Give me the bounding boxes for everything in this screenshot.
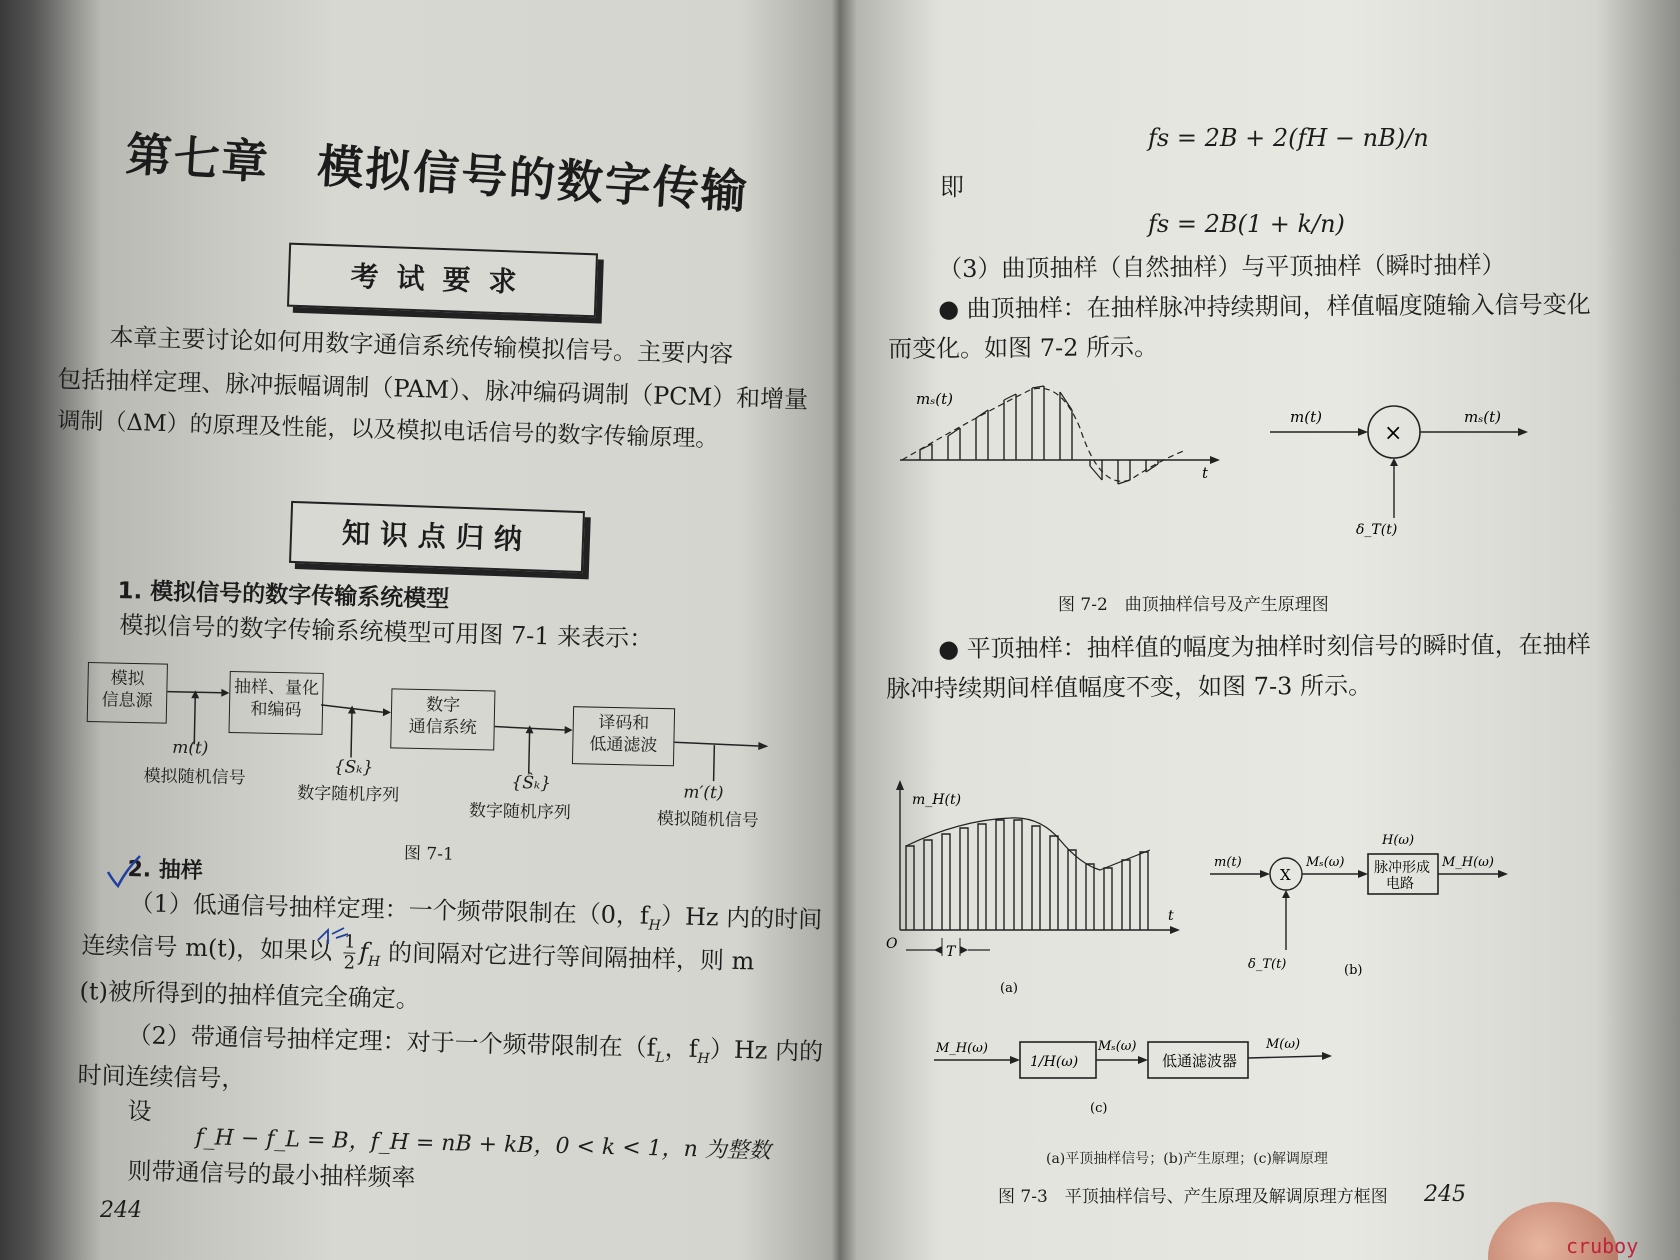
fig3-ms-omega: Mₛ(ω) — [1306, 855, 1345, 870]
equation-fs-2: fs = 2B(1 + k/n) — [1148, 210, 1345, 238]
intro-line-1: 本章主要讨论如何用数字通信系统传输模拟信号。主要内容 — [109, 322, 734, 369]
fig2-t-label: t — [1202, 464, 1209, 482]
fig3-shaping-block-line2: 电路 — [1386, 876, 1414, 892]
flat-sampling-line1: ● 平顶抽样：抽样值的幅度为抽样时刻信号的瞬时值，在抽样 — [938, 630, 1591, 663]
fig3-mh-omega: M_H(ω) — [1442, 855, 1494, 870]
page-number-left: 244 — [100, 1198, 142, 1223]
fig2-caption: 图 7-2 曲顶抽样信号及产生原理图 — [1058, 595, 1329, 615]
section1-text: 模拟信号的数字传输系统模型可用图 7-1 来表示： — [119, 610, 654, 653]
fig1-sk2: {Ŝₖ} — [511, 772, 552, 794]
fraction-one-half: $\frac{1}{2}$ — [343, 931, 356, 974]
fig1-mt-label: 模拟随机信号 — [143, 766, 246, 789]
fig1-mpt: m′(t) — [683, 782, 724, 804]
fig3-t-label: t — [1168, 908, 1174, 924]
fig1-sk2-label: 数字随机序列 — [468, 801, 572, 824]
knowledge-summary-box: 知识点归纳 — [289, 501, 585, 573]
fig3c-m-omega-output: M(ω) — [1266, 1037, 1301, 1052]
fig3-origin-label: O — [886, 936, 898, 952]
figure-7-3-ab — [880, 780, 1520, 1000]
fig2-delta-input: δ_T(t) — [1356, 522, 1398, 538]
fig3-delta-input: δ_T(t) — [1248, 957, 1287, 972]
fig1-mt: m(t) — [171, 737, 209, 759]
fig3c-ms-omega: Mₛ(ω) — [1098, 1039, 1137, 1054]
subsection-3-heading: （3）曲顶抽样（自然抽样）与平顶抽样（瞬时抽样） — [938, 251, 1506, 283]
bandpass-equation: f_H − f_L = B，f_H = nB + kB，0 < k < 1，n 为整数 — [195, 1124, 772, 1165]
fig1-block-sample-quantize-encode: 抽样、量化 和编码 — [229, 671, 324, 735]
section1-heading: 1. 模拟信号的数字传输系统模型 — [117, 577, 450, 613]
chapter-title: 第七章 模拟信号的数字传输 — [124, 126, 751, 219]
lowpass-theorem-line2: 连续信号 m(t)，如果以 $\frac{1}{2}$ $f_H$ 的间隔对它进行等间隔抽样，则 m — [81, 930, 755, 976]
figure-7-3-c — [930, 1020, 1430, 1120]
watermark-text: cruboy — [1566, 1234, 1639, 1258]
ji-word: 即 — [940, 173, 964, 201]
fig1-block-digital-comm: 数字 通信系统 — [390, 688, 495, 750]
fig1-block-decode-lpf: 译码和 低通滤波 — [572, 706, 675, 766]
equation-fs-1: fs = 2B + 2(fH − nB)/n — [1148, 124, 1429, 152]
fig3-shaping-block-line1: 脉冲形成 — [1374, 860, 1430, 876]
fig3-label-a: (a) — [1000, 981, 1018, 996]
fig2-ms-label: mₛ(t) — [916, 390, 954, 408]
figure-7-1 — [84, 660, 788, 875]
pen-annotation-icon — [314, 924, 354, 948]
svg-text:X: X — [1280, 866, 1291, 884]
intro-line-2: 包括抽样定理、脉冲振幅调制（PAM）、脉冲编码调制（PCM）和增量 — [57, 364, 809, 414]
curve-sampling-line1: ● 曲顶抽样：在抽样脉冲持续期间，样值幅度随输入信号变化 — [938, 290, 1591, 323]
fig3c-mh-input: M_H(ω) — [936, 1041, 988, 1056]
lowpass-theorem-line1: （1）低通信号抽样定理：一个频带限制在（0，$f_H)Hz$ 内的时间 — [129, 888, 823, 934]
fig1-mpt-label: 模拟随机信号 — [656, 808, 759, 832]
bandpass-theorem-line2: 时间连续信号， — [77, 1060, 246, 1094]
fig3-sub-caption: (a)平顶抽样信号；(b)产生原理；(c)解调原理 — [1046, 1151, 1328, 1167]
section2-heading: 2. 抽样 — [127, 856, 204, 884]
fig1-sk1-label: 数字随机序列 — [297, 783, 400, 806]
fig3-m-input: m(t) — [1214, 855, 1242, 870]
right-page — [840, 0, 1680, 1260]
figure-7-2 — [890, 380, 1530, 540]
fig3c-inverse-h-block: 1/H(ω) — [1030, 1054, 1079, 1070]
fig1-block-source: 模拟 信息源 — [87, 662, 168, 724]
fig2-ms-output: mₛ(t) — [1464, 408, 1502, 426]
fig1-caption: 图 7-1 — [403, 843, 454, 865]
intro-line-3: 调制（ΔM）的原理及性能，以及模拟电话信号的数字传输原理。 — [57, 407, 719, 453]
page-number-right: 245 — [1424, 1182, 1466, 1207]
fig3-caption: 图 7-3 平顶抽样信号、产生原理及解调原理方框图 — [998, 1187, 1388, 1207]
flat-sampling-line2: 脉冲持续期间样值幅度不变，如图 7-3 所示。 — [886, 671, 1373, 703]
fig3-h-omega: H(ω) — [1382, 833, 1415, 848]
svg-text:×: × — [1384, 421, 1403, 446]
bandpass-theorem-line1: （2）带通信号抽样定理：对于一个频带限制在（$f_L$，$f_H)Hz$ 内的 — [127, 1020, 824, 1068]
lowpass-theorem-line3: (t)被所得到的抽样值完全确定。 — [79, 976, 421, 1014]
fig3-period-label: T — [946, 944, 956, 960]
exam-requirements-box: 考试要求 — [287, 243, 598, 318]
fig3-label-c: (c) — [1090, 1101, 1108, 1116]
min-sampling-rate-text: 则带通信号的最小抽样频率 — [127, 1156, 416, 1193]
let-word: 设 — [127, 1096, 152, 1126]
fig3c-lowpass-filter-block: 低通滤波器 — [1162, 1052, 1238, 1070]
fig2-m-input: m(t) — [1290, 408, 1322, 426]
fig1-sk1: {Sₖ} — [333, 757, 374, 778]
fig3-mh-label: m_H(t) — [912, 792, 962, 808]
curve-sampling-line2: 而变化。如图 7-2 所示。 — [888, 333, 1159, 363]
fig3-label-b: (b) — [1344, 963, 1363, 978]
